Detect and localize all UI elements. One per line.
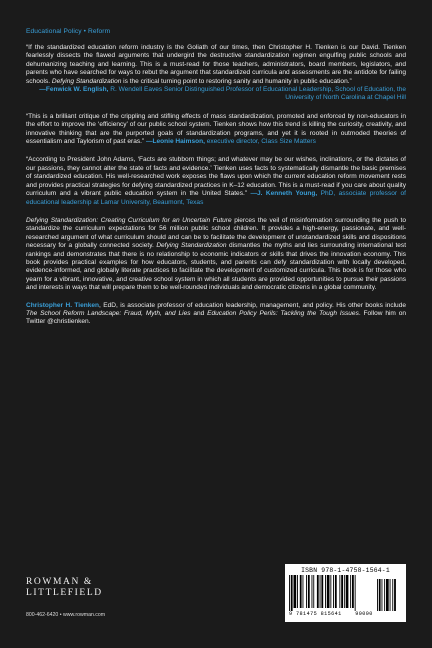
barcode-bar — [339, 575, 340, 608]
bio-text: , EdD, is associate professor of education leadership, management, and policy. His other books include — [99, 301, 406, 309]
book-title: Defying Standardization: Creating Curriculum for an Uncertain Future — [26, 216, 232, 224]
barcode-digits-main: 9 781475 815641 — [289, 611, 342, 617]
endorsement-quote — [26, 113, 406, 147]
isbn-number: ISBN 978-1-4758-1564-1 — [301, 567, 390, 574]
isbn-barcode — [285, 564, 406, 622]
other-book-1: The School Reform Landscape: Fraud, Myth, and Lies — [26, 309, 191, 317]
quote-text-after: is the critical turning point to restoring sanity and humanity in public education.” — [121, 77, 352, 85]
barcode-bar — [341, 575, 343, 608]
barcode-bar — [317, 575, 319, 608]
barcode-bar — [320, 575, 321, 608]
quote-attribution — [26, 86, 406, 103]
author-bio — [26, 302, 406, 327]
quote-text: “This is a brilliant critique of the crippling and stifling effects of mass standardization, promoted and enforced by non-educators in the effort to improve the ‘efficiency’ of our public school system. Tienken shows how this trend is killing the curiosity, creativity, and innovative thinking that are the purported goals of standardization programs, and yet it is rooted in outmoded theories of essentialism and Taylorism of past eras.” — [26, 112, 406, 146]
barcode-digits-addon: 90000 — [355, 611, 373, 617]
barcode-bar — [300, 575, 302, 608]
barcode-bar — [330, 575, 331, 608]
publisher-line-2: LITTLEFIELD — [26, 587, 103, 598]
barcode-addon-bar — [377, 579, 378, 611]
barcode-addon-bar — [379, 579, 381, 611]
author-name: Christopher H. Tienken — [26, 301, 100, 309]
publisher-logo — [26, 577, 103, 598]
description-text: pierces the veil of misinformation surrounding the push to standardize the curriculum expectations for 56 million public school children. It provides a high-energy, passionate, and well-researched argument of what curriculum should and can be to facilitate the development of unstandardized skills and dispositions necessary for a globally connected society. — [26, 216, 406, 250]
barcode-bar — [291, 575, 293, 611]
barcode-bar — [327, 575, 330, 608]
barcode-bar — [346, 575, 349, 608]
barcode-addon-bar — [386, 579, 389, 611]
barcode-bars — [289, 575, 402, 611]
endorser-affiliation: executive director, Class Size Matters — [204, 138, 316, 146]
barcode-digits — [289, 611, 402, 617]
category-label: Educational Policy • Reform — [26, 28, 111, 35]
quote-italic: Defying Standardization — [51, 77, 122, 85]
endorsement-quote — [26, 44, 406, 103]
barcode-bar — [313, 575, 314, 608]
barcode-bar — [303, 575, 304, 608]
publisher-line-1: ROWMAN & — [26, 577, 93, 587]
barcode-addon-bar — [382, 579, 383, 611]
endorser-name: —Leonie Haimson, — [145, 138, 205, 146]
barcode-bar — [308, 575, 310, 608]
endorsement-quote — [26, 156, 406, 206]
barcode-addon-bar — [394, 579, 396, 611]
quote-text: “If the standardized education reform industry is the Goliath of our times, then Christopher H. Tienken is our David. Tienken fearlessly dissects the flawed arguments that undergird the destructive standardization regimen engulfing public schools and dehumanizing teaching and learning. This is a must-read for those teachers, administrators, board members, legislators, and parents who have searched for ways to rebut the argument that standardized curricula and assessments are the antidote for failing schools. — [26, 44, 406, 85]
barcode-bar — [306, 575, 307, 608]
barcode-bar — [344, 575, 345, 608]
barcode-bar — [352, 575, 354, 608]
cover-footer — [26, 558, 406, 622]
barcode-bar — [321, 575, 323, 608]
publisher-contact: 800-462-6420 • www.rowman.com — [26, 612, 106, 618]
barcode-bar — [325, 575, 326, 608]
barcode-addon-bar — [392, 579, 393, 611]
barcode-bar — [333, 575, 334, 608]
bio-text-3: . Follow him on Twitter @christienken. — [26, 309, 407, 326]
endorser-name: —J. Kenneth Young, — [250, 190, 318, 198]
other-book-2: Education Policy Perils: Tackling the Tough Issues — [207, 309, 359, 317]
book-description — [26, 217, 406, 293]
barcode-bar — [355, 575, 356, 611]
barcode-bar — [297, 575, 298, 608]
barcode-bar — [289, 575, 290, 611]
barcode-bar — [312, 575, 313, 608]
barcode-addon-bar — [390, 579, 391, 611]
barcode-bar — [335, 575, 337, 608]
bio-text-2: and — [190, 309, 208, 317]
endorser-affiliation: R. Wendell Eaves Senior Distinguished Professor of Educational Leadership, School of Education, the University of North Carolina at Chapel Hill — [108, 86, 406, 102]
book-title-short: Defying Standardization — [156, 242, 227, 250]
description-text-2: dismantles the myths and lies surrounding international test rankings and demonstrates that there is no relationship to economic indicators or skills that drives the innovation economy. This book provides practical examples for how educators, students, and parents can defy standardization with locally developed, evidence-informed, and globally literate practices to facilitate the development of customized curricula. This book is for those who yearn for a vibrant, innovative, and creative school system in which all students are provided opportunities to pursue their passions and interests in ways that will prepare them to be well-rounded individuals and democratic citizens in a global community. — [26, 242, 407, 292]
barcode-bar — [294, 575, 297, 608]
endorser-name: —Fenwick W. English, — [39, 86, 109, 94]
endorser-affiliation: PhD, associate professor of educational leadership at Lamar University, Beaumont, Texas — [26, 190, 406, 206]
barcode-bar — [350, 575, 351, 608]
quote-text: “According to President John Adams, ‘Facts are stubborn things; and whatever may be our wishes, inclinations, or the dictates of our passions, they cannot alter the state of facts and evidence.’ Tienken uses facts to systematically dismantle the basic premises of standardized education. His well-researched work exposes the flaws upon which the current education reform movement rests and provides practical strategies for defying standardized practices in K–12 education. This is a must-read if you care about quality curriculum and a vibrant public education system in the United States.” — [26, 156, 406, 198]
barcode-addon-bar — [384, 579, 385, 611]
